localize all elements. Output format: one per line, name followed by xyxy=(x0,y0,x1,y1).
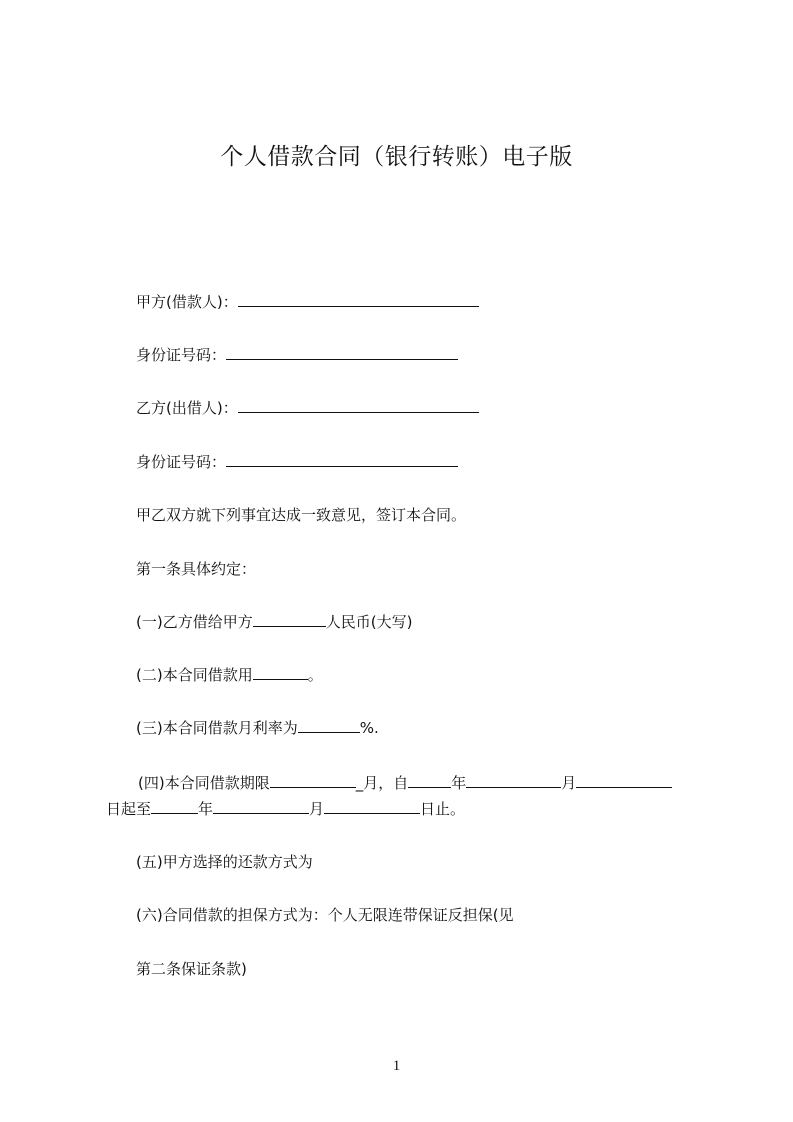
item4-end-label: 日止。 xyxy=(420,800,466,818)
party-b-id-blank xyxy=(226,452,458,467)
item4-month-label: 月 xyxy=(561,774,577,792)
party-b-line xyxy=(136,398,479,418)
item3-prefix: (三)本合同借款月利率为 xyxy=(136,719,298,737)
party-b-label: 乙方(出借人)： xyxy=(136,399,238,417)
party-a-id-label: 身份证号码： xyxy=(136,346,227,364)
document-title: 个人借款合同（银行转账）电子版 xyxy=(220,144,573,170)
item4-prefix: (四)本合同借款期限 xyxy=(138,774,270,792)
item4-end-year-label: 年 xyxy=(198,800,214,818)
item4-line-continued xyxy=(106,799,465,819)
party-a-line xyxy=(136,292,479,312)
item4-start-month-blank xyxy=(466,773,561,788)
item4-end-month-blank xyxy=(213,799,309,814)
item2-prefix: (二)本合同借款用 xyxy=(136,666,253,684)
party-a-id-blank xyxy=(226,345,458,360)
intro-paragraph: 甲乙双方就下列事宜达成一致意见，签订本合同。 xyxy=(136,506,467,524)
party-a-id-line xyxy=(136,345,458,365)
item3-suffix: %. xyxy=(359,719,379,737)
item1-suffix: 人民币(大写) xyxy=(325,613,413,631)
party-a-label: 甲方(借款人)： xyxy=(136,293,238,311)
party-a-blank xyxy=(238,292,479,307)
page-number: 1 xyxy=(392,1058,401,1074)
item4-start-day-blank xyxy=(576,773,672,788)
item2-purpose-blank xyxy=(253,665,308,680)
item2-suffix: 。 xyxy=(307,666,323,684)
item3-line xyxy=(136,718,379,738)
item2-line xyxy=(136,665,323,685)
party-b-id-line xyxy=(136,452,458,472)
item4-term-blank xyxy=(270,773,356,788)
item6-line: (六)合同借款的担保方式为：个人无限连带保证反担保(见 xyxy=(136,906,514,924)
item4-day-start-label: 日起至 xyxy=(106,800,152,818)
item4-start-year-blank xyxy=(408,773,451,788)
article1-heading: 第一条具体约定： xyxy=(136,560,257,578)
item1-prefix: (一)乙方借给甲方 xyxy=(136,613,253,631)
item4-year-label: 年 xyxy=(451,774,467,792)
item3-rate-blank xyxy=(298,718,360,733)
item4-line xyxy=(138,773,672,793)
party-b-id-label: 身份证号码： xyxy=(136,453,227,471)
item4-end-day-blank xyxy=(324,799,420,814)
item5-line: (五)甲方选择的还款方式为 xyxy=(136,853,313,871)
item4-end-month-label: 月 xyxy=(309,800,325,818)
party-b-blank xyxy=(238,398,479,413)
item6-line-continued: 第二条保证条款) xyxy=(136,960,247,978)
item1-line xyxy=(136,612,412,632)
item4-month-from: _月，自 xyxy=(355,774,409,792)
item1-amount-blank xyxy=(253,612,326,627)
item4-end-year-blank xyxy=(151,799,198,814)
